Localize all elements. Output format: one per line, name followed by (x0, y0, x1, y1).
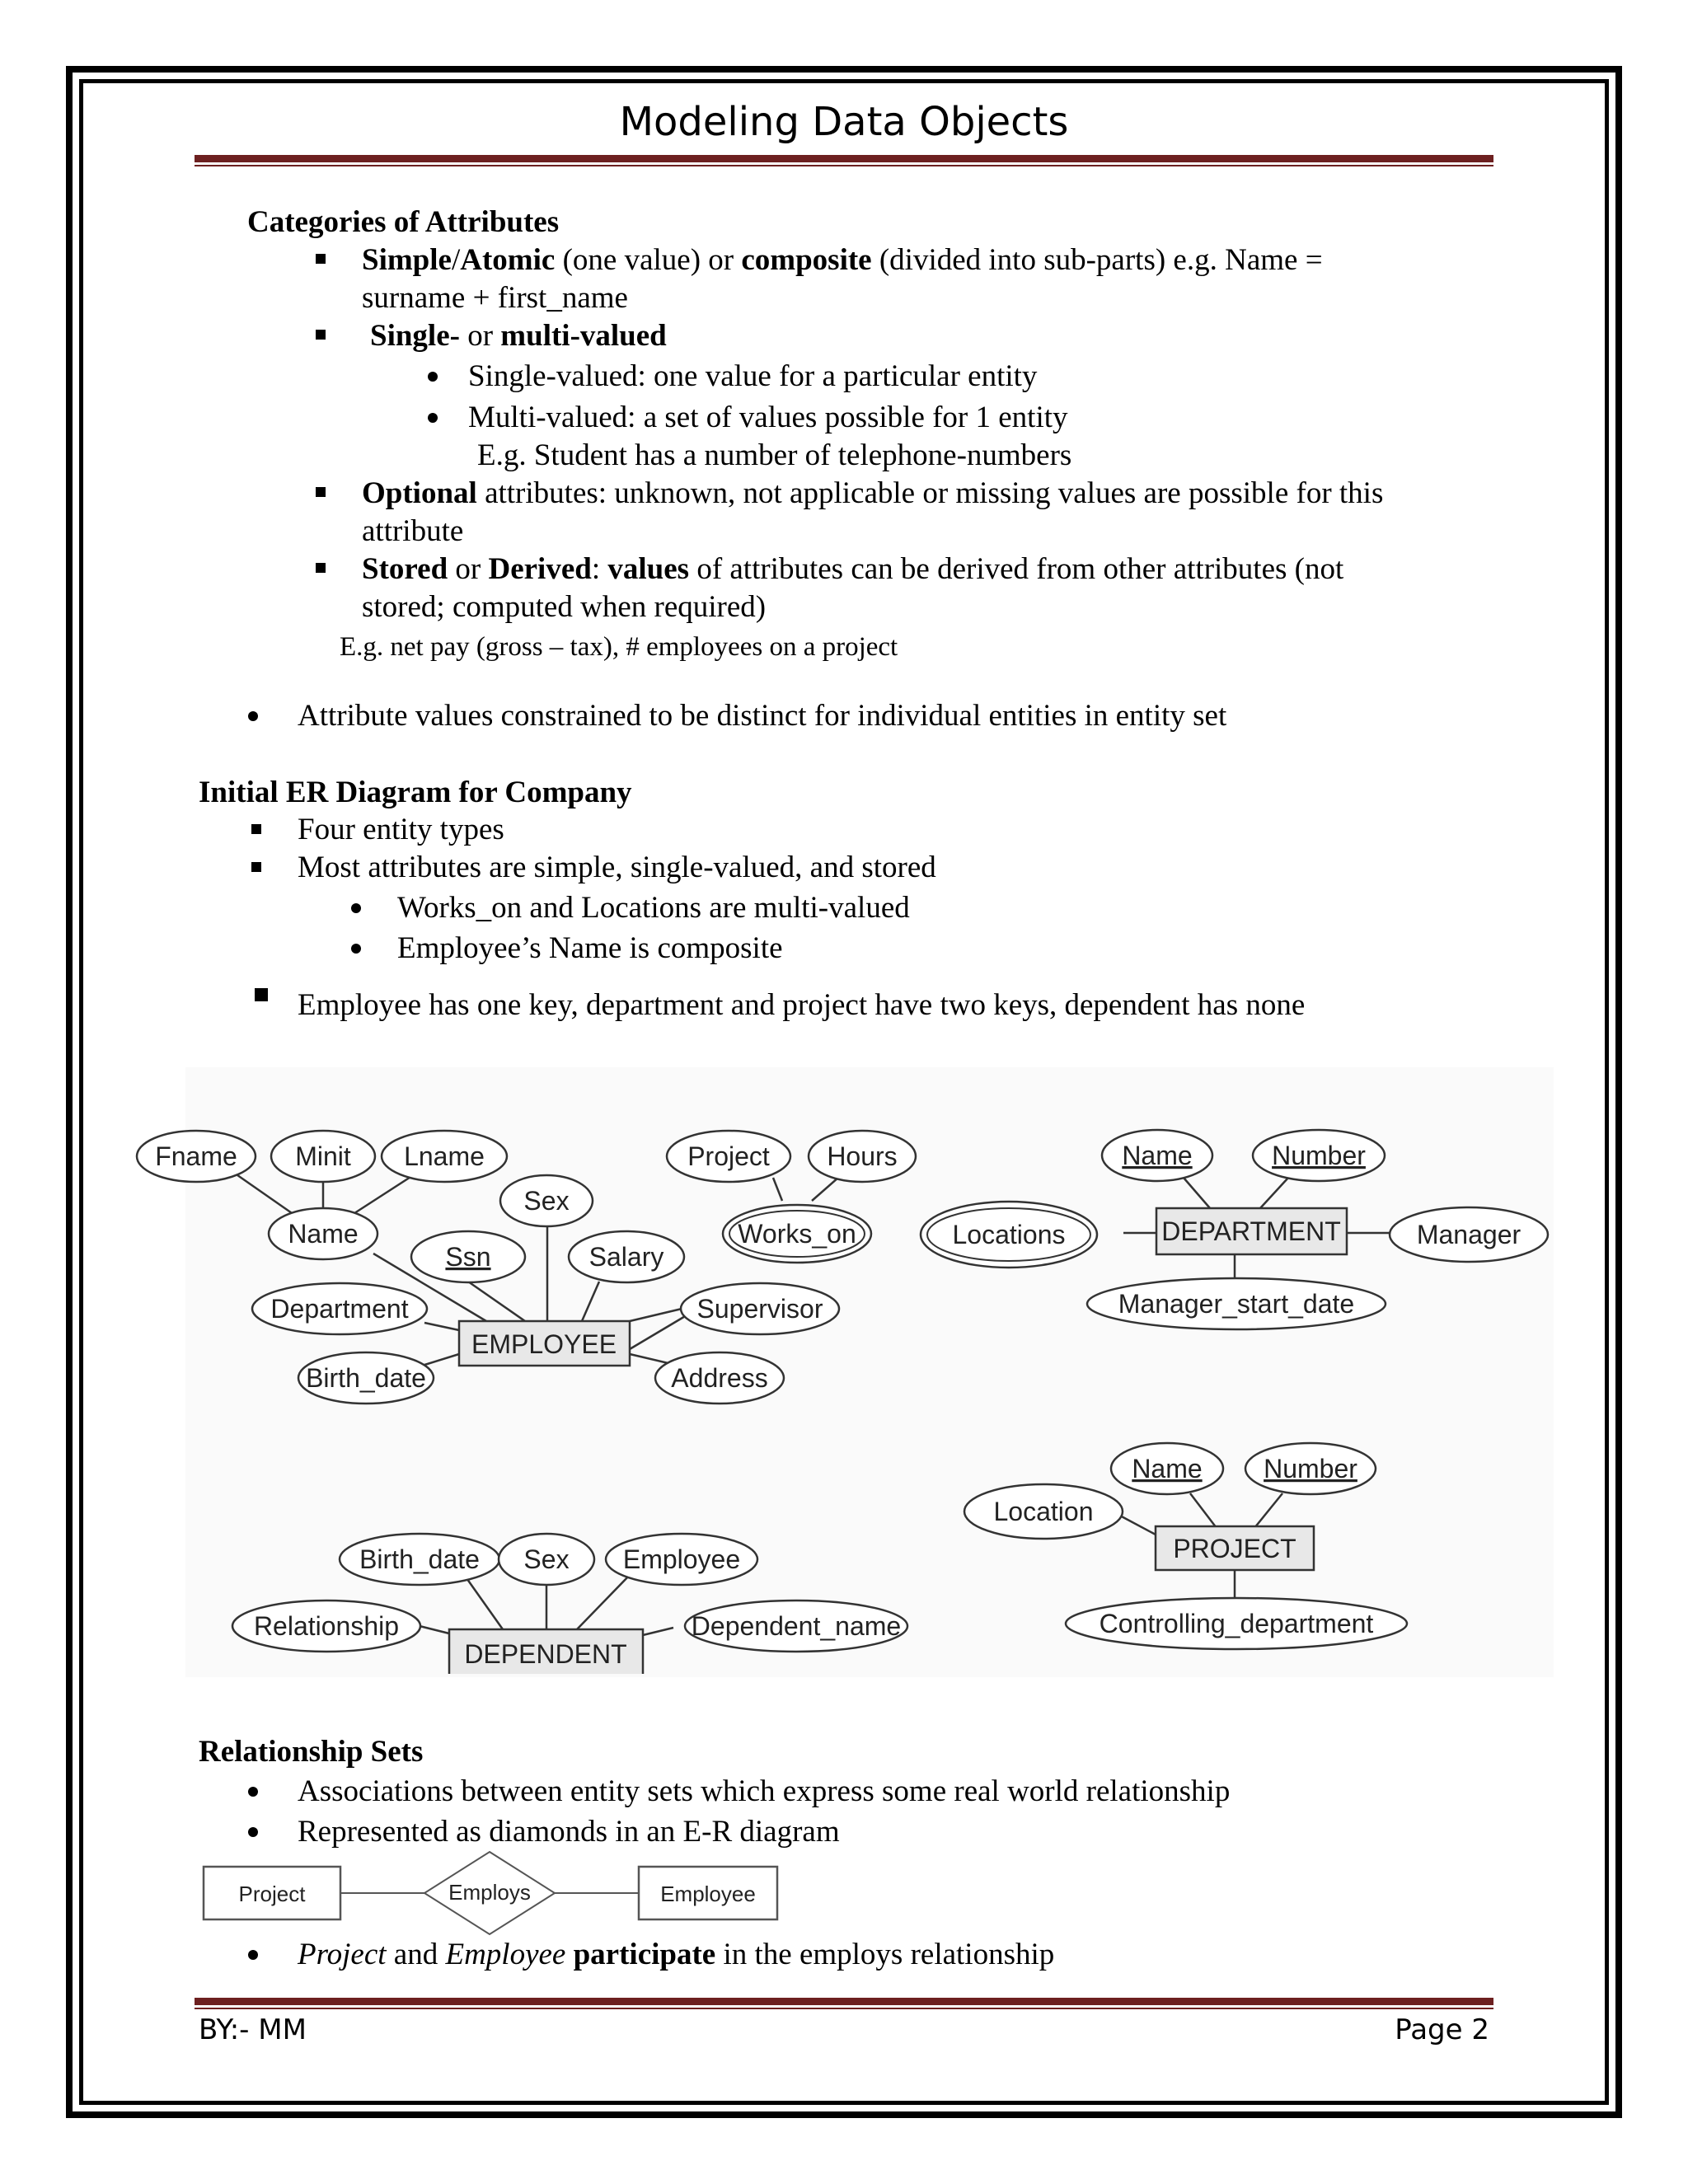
entity-dependent-label: DEPENDENT (464, 1639, 627, 1669)
er-item-composite: Employee’s Name is composite (397, 931, 783, 965)
single-valued-line: Single-valued: one value for a particular entity (468, 359, 1038, 393)
attr-hours-label: Hours (827, 1141, 898, 1171)
attr-lname-label: Lname (404, 1141, 485, 1171)
attr-project-label: Project (687, 1141, 770, 1171)
optional-line: Optional attributes: unknown, not applicable or missing values are possible for this (362, 476, 1384, 510)
entity-employee-label: EMPLOYEE (471, 1329, 617, 1359)
attr-minit-label: Minit (295, 1141, 351, 1171)
dept-attr-manager-start-date-label: Manager_start_date (1118, 1289, 1355, 1319)
participate-line: Project and Employee participate in the employs relationship (298, 1938, 1055, 1971)
stored-derived-line2: stored; computed when required) (362, 590, 767, 624)
dept-attr-locations-label: Locations (952, 1220, 1066, 1249)
optional-line2: attribute (362, 514, 464, 548)
footer-author: BY:- MM (199, 2013, 307, 2046)
attr-name-label: Name (288, 1219, 359, 1249)
attr-department-label: Department (270, 1294, 409, 1324)
stored-example: E.g. net pay (gross – tax), # employees on a project (340, 632, 898, 662)
dep-attr-dependent-name-label: Dependent_name (691, 1611, 902, 1641)
er-item-entity-types: Four entity types (298, 813, 504, 846)
er-item-multivalued: Works_on and Locations are multi-valued (397, 891, 910, 925)
attr-supervisor-label: Supervisor (696, 1294, 823, 1324)
dept-attr-name-label: Name (1122, 1141, 1193, 1170)
simple-atomic-line: Simple/Atomic (one value) or composite (divided into sub-parts) e.g. Name = (362, 243, 1323, 277)
attr-birth-date-label: Birth_date (306, 1363, 426, 1393)
employee-entity-label: Employee (660, 1882, 756, 1906)
single-multi-line: Single- or multi-valued (370, 319, 667, 353)
attr-sex-label: Sex (523, 1186, 570, 1216)
footer-rule (195, 1998, 1493, 2009)
dept-attr-number-label: Number (1272, 1141, 1366, 1170)
section-heading-initial-er: Initial ER Diagram for Company (199, 776, 632, 809)
relationship-item-diamonds: Represented as diamonds in an E-R diagram (298, 1815, 840, 1849)
footer-page-number: Page 2 (1395, 2013, 1489, 2046)
dep-attr-employee-label: Employee (622, 1544, 741, 1574)
dep-attr-birth-date-label: Birth_date (359, 1544, 480, 1574)
entity-project-label: PROJECT (1173, 1534, 1296, 1563)
attr-address-label: Address (671, 1363, 768, 1393)
dep-attr-sex-label: Sex (523, 1544, 570, 1574)
proj-attr-controlling-department-label: Controlling_department (1099, 1609, 1374, 1638)
bullet-dot (248, 1950, 258, 1960)
proj-attr-name-label: Name (1132, 1454, 1203, 1483)
multi-valued-example: E.g. Student has a number of telephone-numbers (477, 438, 1072, 472)
stored-derived-line: Stored or Derived: values of attributes can be derived from other attributes (not (362, 552, 1344, 586)
er-item-keys: Employee has one key, department and project have two keys, dependent has none (298, 988, 1306, 1022)
distinct-note: Attribute values constrained to be distinct for individual entities in entity set (298, 699, 1227, 733)
section-heading-attributes: Categories of Attributes (247, 205, 560, 239)
attr-fname-label: Fname (155, 1141, 237, 1171)
dep-attr-relationship-label: Relationship (253, 1611, 400, 1641)
multi-valued-line: Multi-valued: a set of values possible for 1 entity (468, 401, 1068, 434)
project-entity-label: Project (238, 1882, 306, 1906)
attr-ssn-label: Ssn (445, 1242, 491, 1272)
page-title: Modeling Data Objects (619, 99, 1069, 145)
simple-atomic-line2: surname + first_name (362, 281, 628, 315)
employs-relation-label: Employs (448, 1880, 531, 1905)
er-item-attributes: Most attributes are simple, single-valued, and stored (298, 851, 936, 884)
entity-department-label: DEPARTMENT (1161, 1216, 1341, 1246)
attr-works-on-label: Works_on (738, 1219, 856, 1249)
relationship-item-associations: Associations between entity sets which express some real world relationship (298, 1774, 1231, 1808)
dept-attr-manager-label: Manager (1416, 1220, 1522, 1249)
proj-attr-number-label: Number (1264, 1454, 1357, 1483)
proj-attr-location-label: Location (993, 1497, 1094, 1526)
section-heading-relationship-sets: Relationship Sets (199, 1735, 424, 1769)
attr-salary-label: Salary (588, 1242, 664, 1272)
